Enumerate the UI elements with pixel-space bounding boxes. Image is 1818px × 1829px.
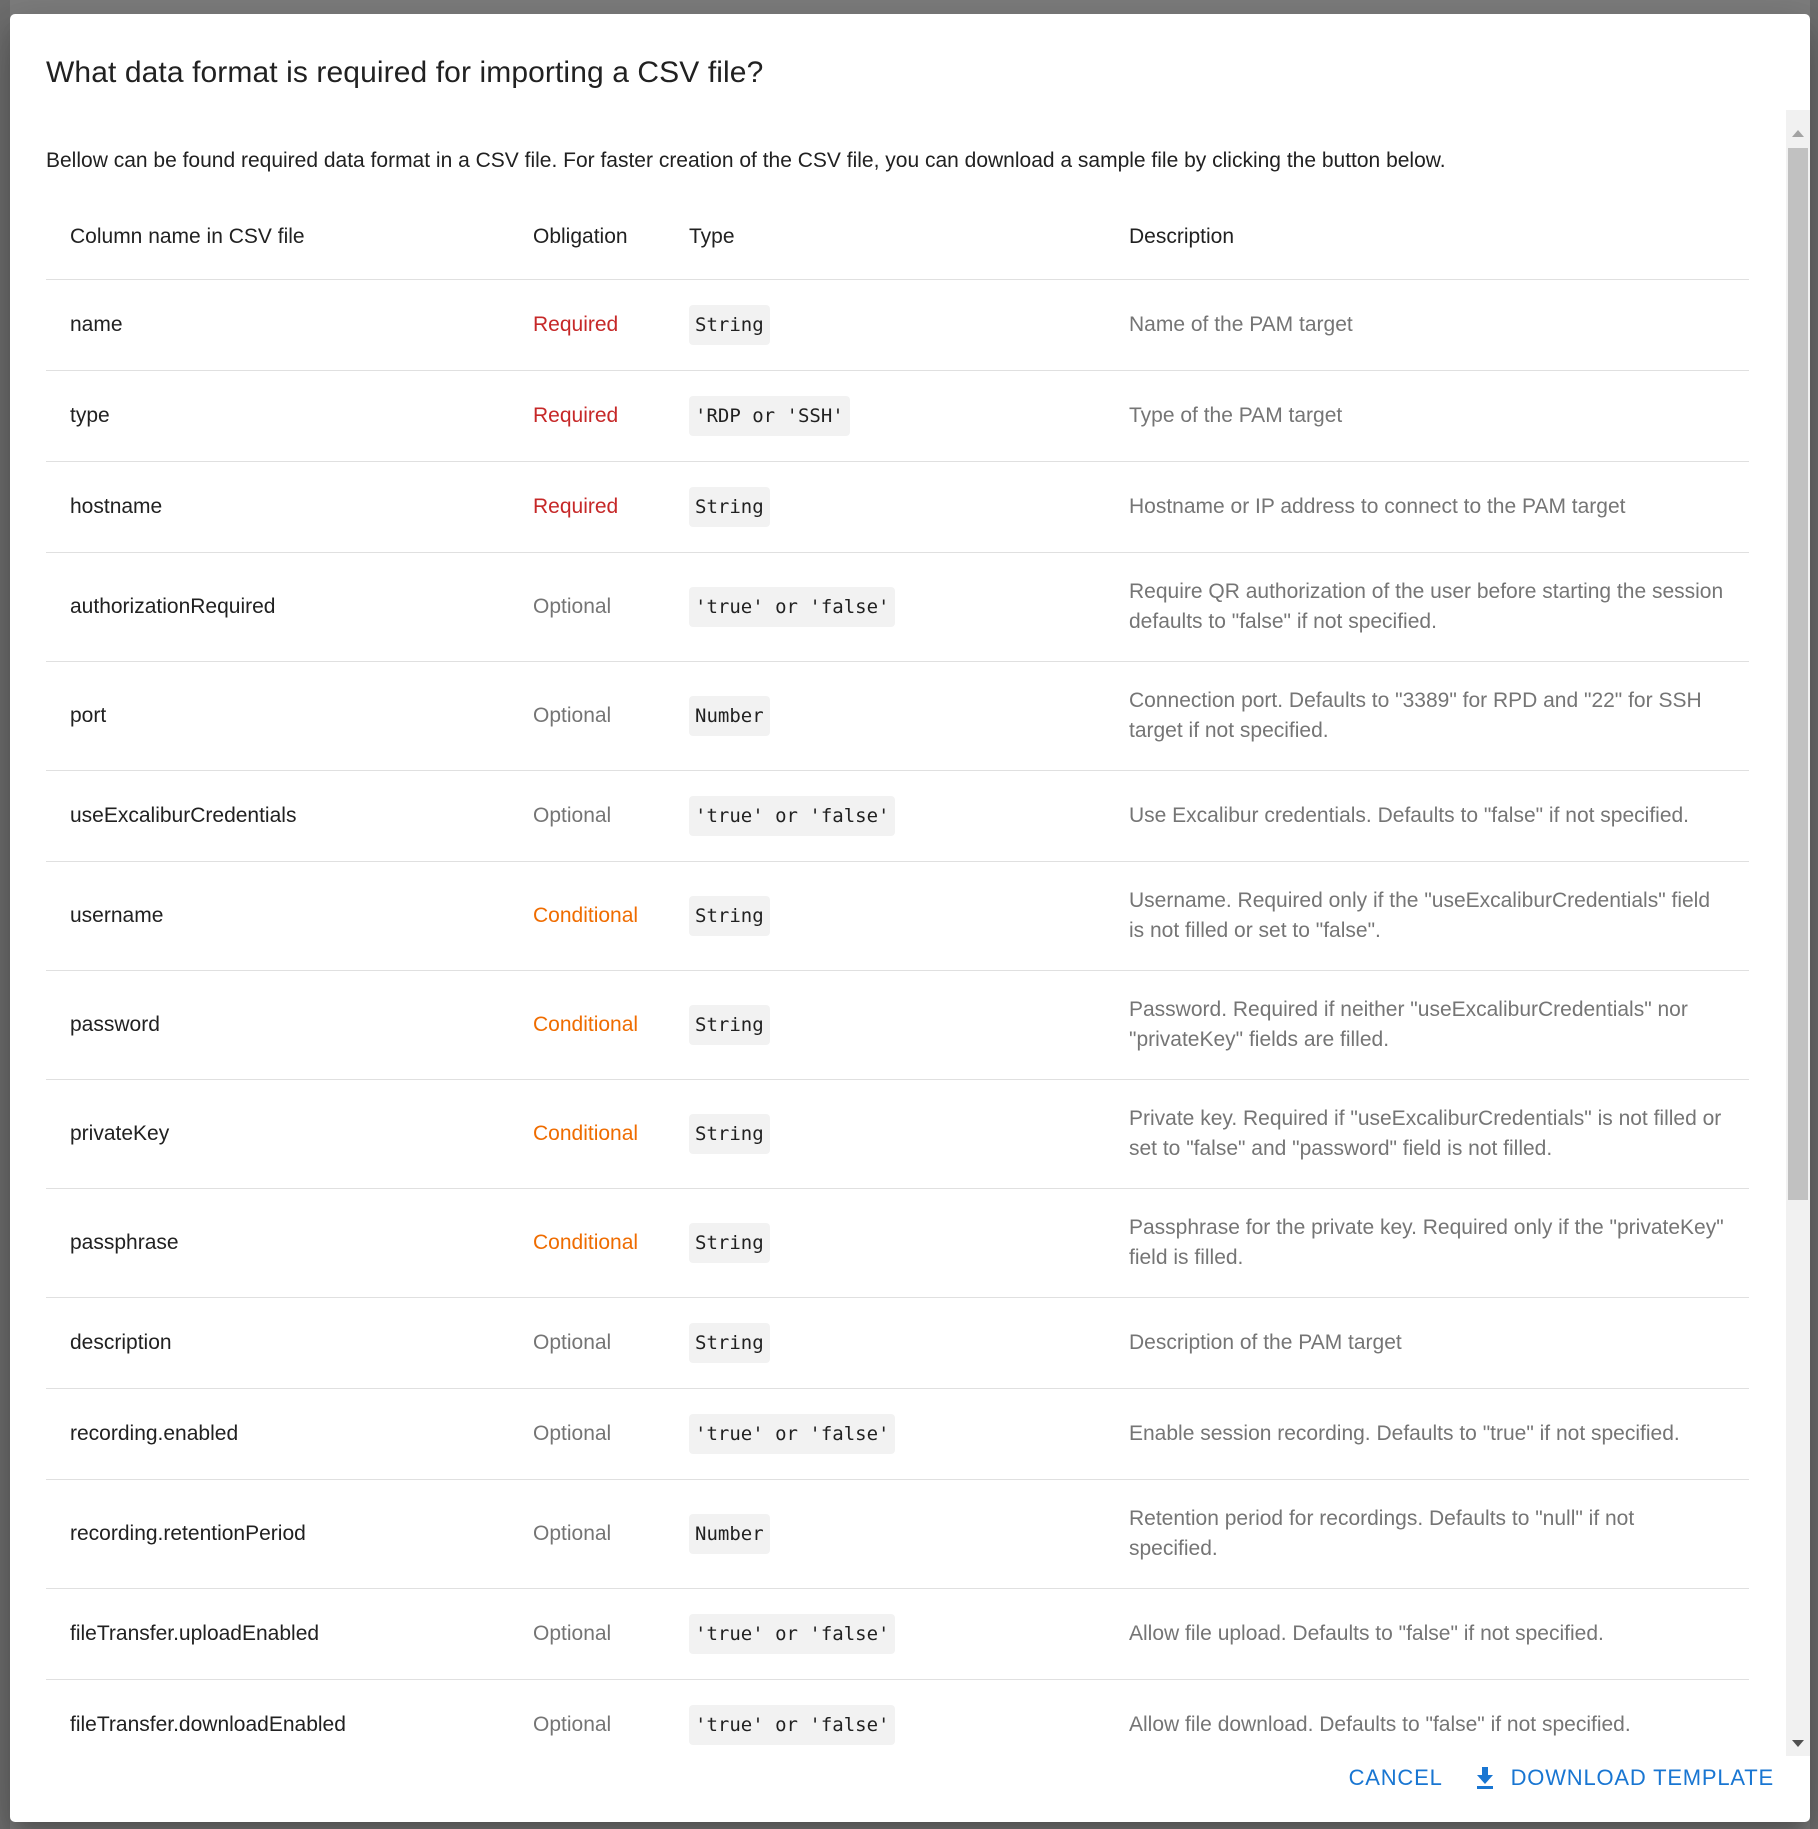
row-column-name: privateKey	[46, 1080, 509, 1189]
row-type-chip: String	[689, 305, 770, 345]
row-type-chip: 'true' or 'false'	[689, 587, 895, 627]
row-type-chip: String	[689, 487, 770, 527]
table-row	[46, 553, 1749, 662]
row-description: Password. Required if neither "useExcaliburCredentials" nor "privateKey" fields are filled.	[1105, 971, 1749, 1080]
row-type-chip: String	[689, 1323, 770, 1363]
row-obligation: Optional	[509, 771, 665, 862]
dialog-intro-text: Bellow can be found required data format in a CSV file. For faster creation of the CSV file, you can download a sample file by clicking the button below.	[46, 149, 1446, 172]
row-column-name: port	[46, 662, 509, 771]
row-obligation: Conditional	[509, 1080, 665, 1189]
background-page-strip	[0, 0, 10, 1829]
row-obligation: Optional	[509, 662, 665, 771]
row-description: Retention period for recordings. Defaults to "null" if not specified.	[1105, 1480, 1749, 1589]
row-column-name: fileTransfer.downloadEnabled	[46, 1680, 509, 1757]
dialog-title: What data format is required for importing a CSV file?	[46, 56, 764, 89]
csv-format-dialog	[10, 14, 1810, 1822]
row-obligation: Optional	[509, 1589, 665, 1680]
row-description: Hostname or IP address to connect to the PAM target	[1105, 462, 1749, 553]
row-description: Username. Required only if the "useExcaliburCredentials" field is not filled or set to "false".	[1105, 862, 1749, 971]
row-description: Type of the PAM target	[1105, 371, 1749, 462]
cancel-button-label: CANCEL	[1348, 1765, 1443, 1790]
row-type-chip: 'true' or 'false'	[689, 1614, 895, 1654]
scroll-down-arrow-icon[interactable]	[1792, 1740, 1804, 1747]
row-obligation: Conditional	[509, 971, 665, 1080]
background-page-strip	[1810, 0, 1818, 1829]
row-type-chip: String	[689, 896, 770, 936]
download-template-button[interactable]	[1463, 1754, 1786, 1802]
row-description: Name of the PAM target	[1105, 280, 1749, 371]
row-description: Passphrase for the private key. Required only if the "privateKey" field is filled.	[1105, 1189, 1749, 1298]
table-row	[46, 371, 1749, 462]
download-template-label: DOWNLOAD TEMPLATE	[1510, 1765, 1774, 1790]
row-column-name: recording.enabled	[46, 1389, 509, 1480]
download-icon	[1475, 1766, 1495, 1790]
row-column-name: passphrase	[46, 1189, 509, 1298]
scrollbar-thumb[interactable]	[1788, 148, 1808, 1200]
row-column-name: password	[46, 971, 509, 1080]
table-row	[46, 1589, 1749, 1680]
table-header-row	[46, 194, 1749, 280]
row-type-chip: 'true' or 'false'	[689, 796, 895, 836]
row-description: Private key. Required if "useExcaliburCredentials" is not filled or set to "false" and "password" field is not filled.	[1105, 1080, 1749, 1189]
table-row	[46, 1389, 1749, 1480]
column-header-obligation: Obligation	[509, 194, 665, 280]
row-obligation: Optional	[509, 1389, 665, 1480]
row-column-name: recording.retentionPeriod	[46, 1480, 509, 1589]
table-row	[46, 280, 1749, 371]
cancel-button[interactable]	[1337, 1754, 1455, 1802]
row-column-name: description	[46, 1298, 509, 1389]
row-description: Description of the PAM target	[1105, 1298, 1749, 1389]
row-obligation: Optional	[509, 1480, 665, 1589]
row-column-name: type	[46, 371, 509, 462]
row-column-name: username	[46, 862, 509, 971]
column-header-description: Description	[1105, 194, 1749, 280]
row-type-chip: Number	[689, 696, 770, 736]
row-obligation: Optional	[509, 1298, 665, 1389]
scroll-up-arrow-icon[interactable]	[1792, 130, 1804, 137]
dialog-content[interactable]	[10, 110, 1810, 1756]
table-row	[46, 862, 1749, 971]
row-description: Allow file upload. Defaults to "false" if not specified.	[1105, 1589, 1749, 1680]
row-column-name: name	[46, 280, 509, 371]
table-row	[46, 1298, 1749, 1389]
row-obligation: Conditional	[509, 862, 665, 971]
row-obligation: Conditional	[509, 1189, 665, 1298]
row-description: Connection port. Defaults to "3389" for RPD and "22" for SSH target if not specified.	[1105, 662, 1749, 771]
row-column-name: authorizationRequired	[46, 553, 509, 662]
table-row	[46, 662, 1749, 771]
row-type-chip: Number	[689, 1514, 770, 1554]
row-type-chip: 'RDP or 'SSH'	[689, 396, 850, 436]
csv-format-table	[46, 194, 1749, 1756]
table-row	[46, 462, 1749, 553]
row-type-chip: String	[689, 1005, 770, 1045]
row-column-name: fileTransfer.uploadEnabled	[46, 1589, 509, 1680]
row-column-name: useExcaliburCredentials	[46, 771, 509, 862]
table-row	[46, 771, 1749, 862]
row-type-chip: String	[689, 1223, 770, 1263]
row-type-chip: 'true' or 'false'	[689, 1705, 895, 1745]
row-type-chip: 'true' or 'false'	[689, 1414, 895, 1454]
row-obligation: Optional	[509, 553, 665, 662]
column-header-name: Column name in CSV file	[46, 194, 509, 280]
content-scrollbar[interactable]	[1786, 110, 1810, 1756]
row-type-chip: String	[689, 1114, 770, 1154]
dialog-actions	[1337, 1754, 1786, 1802]
row-obligation: Required	[509, 462, 665, 553]
table-row	[46, 1480, 1749, 1589]
row-obligation: Optional	[509, 1680, 665, 1757]
row-description: Require QR authorization of the user before starting the session defaults to "false" if not specified.	[1105, 553, 1749, 662]
row-obligation: Required	[509, 371, 665, 462]
column-header-type: Type	[665, 194, 1105, 280]
table-row	[46, 1080, 1749, 1189]
row-description: Use Excalibur credentials. Defaults to "false" if not specified.	[1105, 771, 1749, 862]
table-row	[46, 1189, 1749, 1298]
row-description: Enable session recording. Defaults to "true" if not specified.	[1105, 1389, 1749, 1480]
row-obligation: Required	[509, 280, 665, 371]
table-row	[46, 971, 1749, 1080]
table-row	[46, 1680, 1749, 1757]
row-column-name: hostname	[46, 462, 509, 553]
row-description: Allow file download. Defaults to "false" if not specified.	[1105, 1680, 1749, 1757]
